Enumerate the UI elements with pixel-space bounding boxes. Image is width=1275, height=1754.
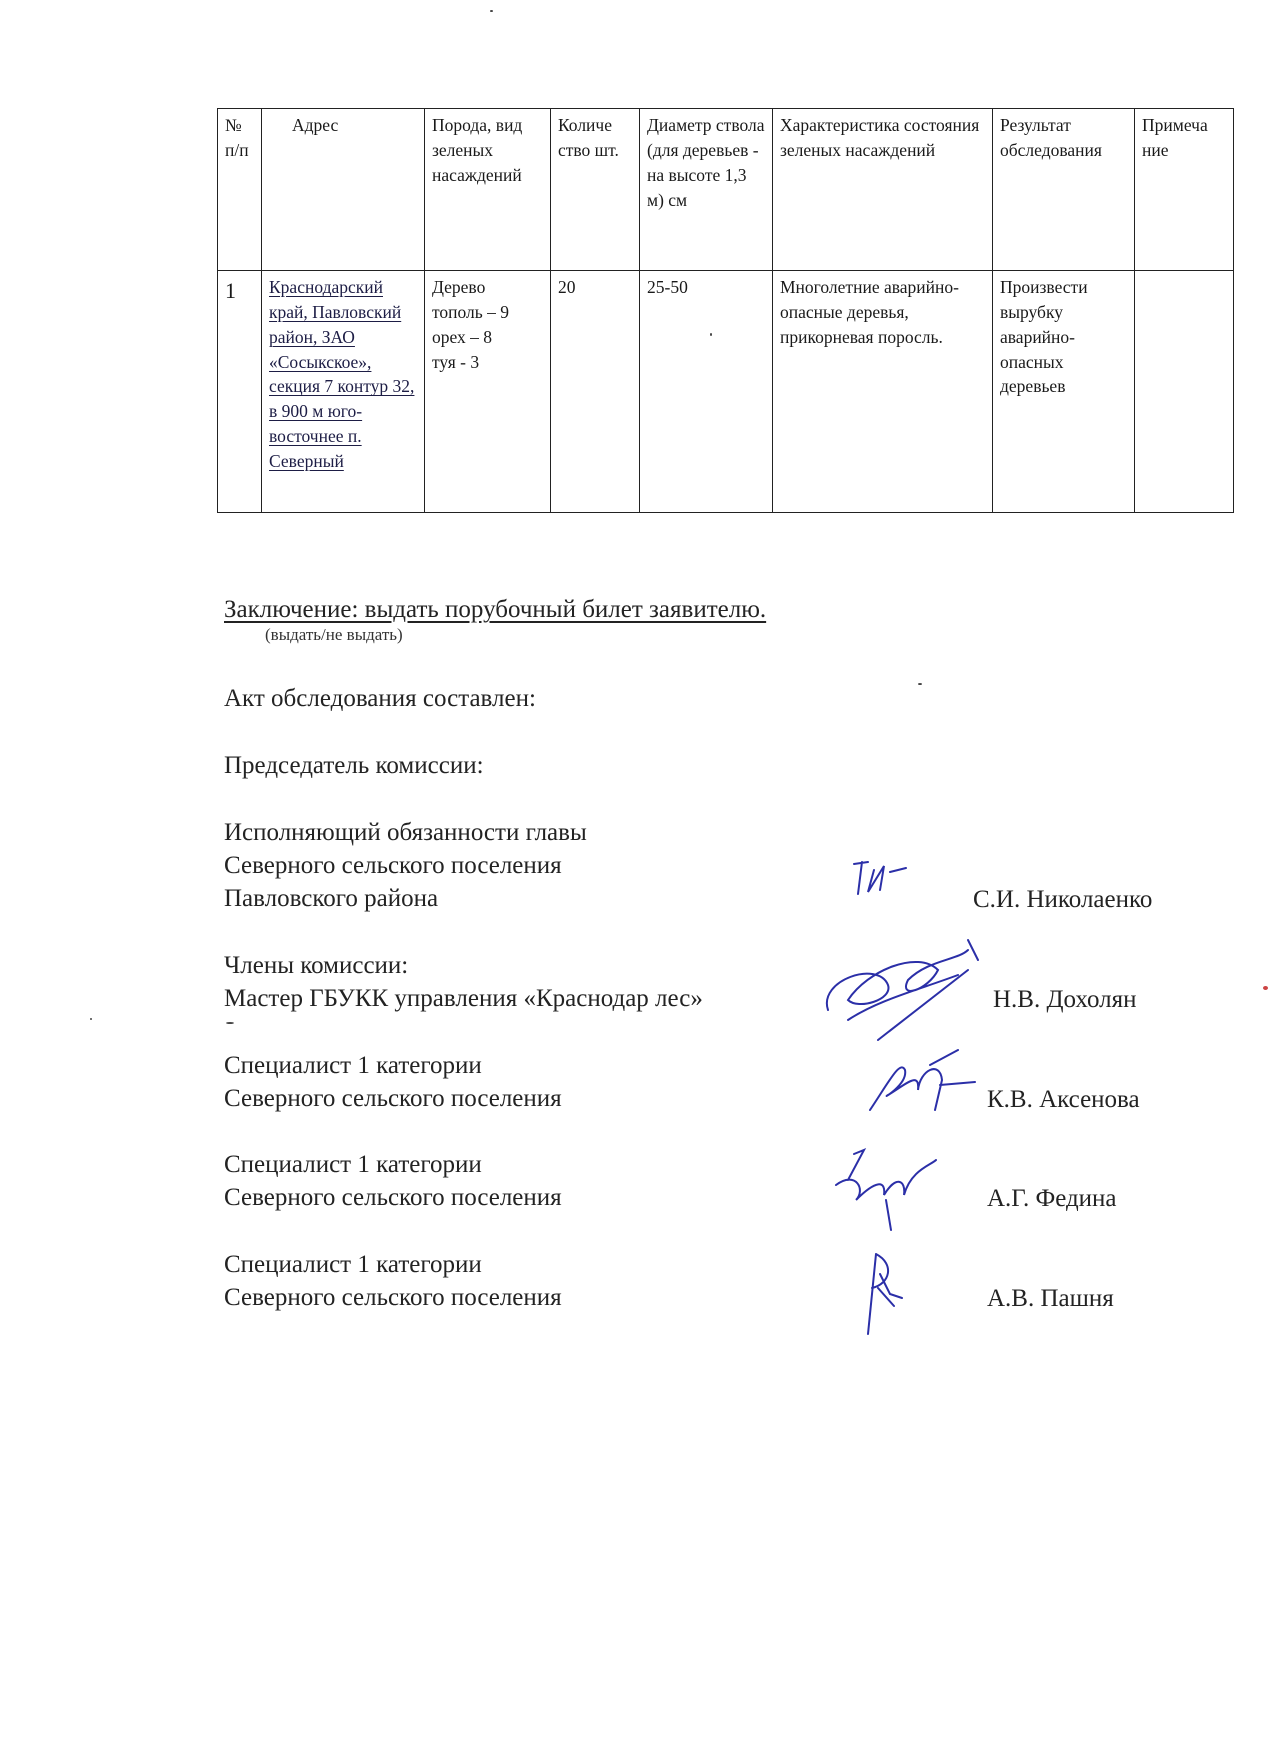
signature-member-2 xyxy=(860,1040,980,1120)
header-cell-species: Порода, вид зеленых насаждений xyxy=(425,109,551,271)
header-cell-condition: Характеристика состояния зеленых насаждений xyxy=(773,109,993,271)
header-cell-count: Количе ство шт. xyxy=(551,109,640,271)
member-position-line: Северного сельского поселения xyxy=(224,1284,562,1311)
row-diameter: 25-50 xyxy=(640,271,773,513)
chairman-label: Председатель комиссии: xyxy=(224,752,484,779)
conclusion-text: Заключение: выдать порубочный билет заявителю. xyxy=(224,596,767,623)
row-note xyxy=(1135,271,1234,513)
header-cell-note: Примеча ние xyxy=(1135,109,1234,271)
row-number: 1 xyxy=(218,271,262,513)
chairman-name: С.И. Николаенко xyxy=(973,886,1153,913)
scan-speck xyxy=(918,683,922,685)
row-condition: Многолетние аварийно-опасные деревья, прикорневая поросль. xyxy=(773,271,993,513)
act-compiled-label: Акт обследования составлен: xyxy=(224,685,536,712)
scan-speck xyxy=(90,1018,92,1020)
table-header-row xyxy=(218,109,1234,271)
member-position-line: Специалист 1 категории xyxy=(224,1052,482,1079)
member-name: А.В. Пашня xyxy=(987,1285,1114,1312)
chairman-position-line: Павловского района xyxy=(224,885,439,912)
members-label: Члены комиссии: xyxy=(224,952,409,979)
header-cell-address: Адрес xyxy=(262,109,425,271)
scan-speck xyxy=(226,1022,234,1024)
scan-speck xyxy=(710,333,712,336)
member-position-line: Северного сельского поселения xyxy=(224,1184,562,1211)
header-cell-diameter: Диаметр ствола (для деревьев - на высоте 1,3 м) см xyxy=(640,109,773,271)
scan-speck xyxy=(490,10,493,12)
row-species xyxy=(425,271,551,513)
header-cell-result: Результат обследования xyxy=(993,109,1135,271)
member-position-line: Мастер ГБУКК управления «Краснодар лес» xyxy=(224,985,703,1012)
chairman-position-line: Исполняющий обязанности главы xyxy=(224,819,587,846)
member-name: А.Г. Федина xyxy=(987,1185,1117,1212)
species-line: тополь – 9 xyxy=(432,301,510,322)
species-line: Дерево xyxy=(432,277,486,297)
table-row xyxy=(218,271,1234,513)
member-name: Н.В. Дохолян xyxy=(993,986,1137,1013)
species-line: туя - 3 xyxy=(432,351,480,372)
row-count: 20 xyxy=(551,271,640,513)
chairman-position-line: Северного сельского поселения xyxy=(224,852,562,879)
member-name: К.В. Аксенова xyxy=(987,1086,1140,1113)
conclusion-hint: (выдать/не выдать) xyxy=(265,625,403,644)
member-position-line: Специалист 1 категории xyxy=(224,1151,482,1178)
row-address: Краснодарский край, Павловский район, ЗАО «Сосыкское», секция 7 контур 32, в 900 м юго-восточнее п. Северный xyxy=(262,271,425,513)
signature-chairman xyxy=(850,852,930,902)
signature-member-3 xyxy=(826,1140,946,1240)
row-result: Произвести вырубку аварийно-опасных деревьев xyxy=(993,271,1135,513)
member-position-line: Специалист 1 категории xyxy=(224,1251,482,1278)
member-position-line: Северного сельского поселения xyxy=(224,1085,562,1112)
signature-member-4 xyxy=(850,1244,920,1340)
header-cell-number: № п/п xyxy=(218,109,262,271)
survey-table xyxy=(217,108,1234,513)
species-line: орех – 8 xyxy=(432,326,493,347)
scan-speck xyxy=(1263,986,1268,990)
